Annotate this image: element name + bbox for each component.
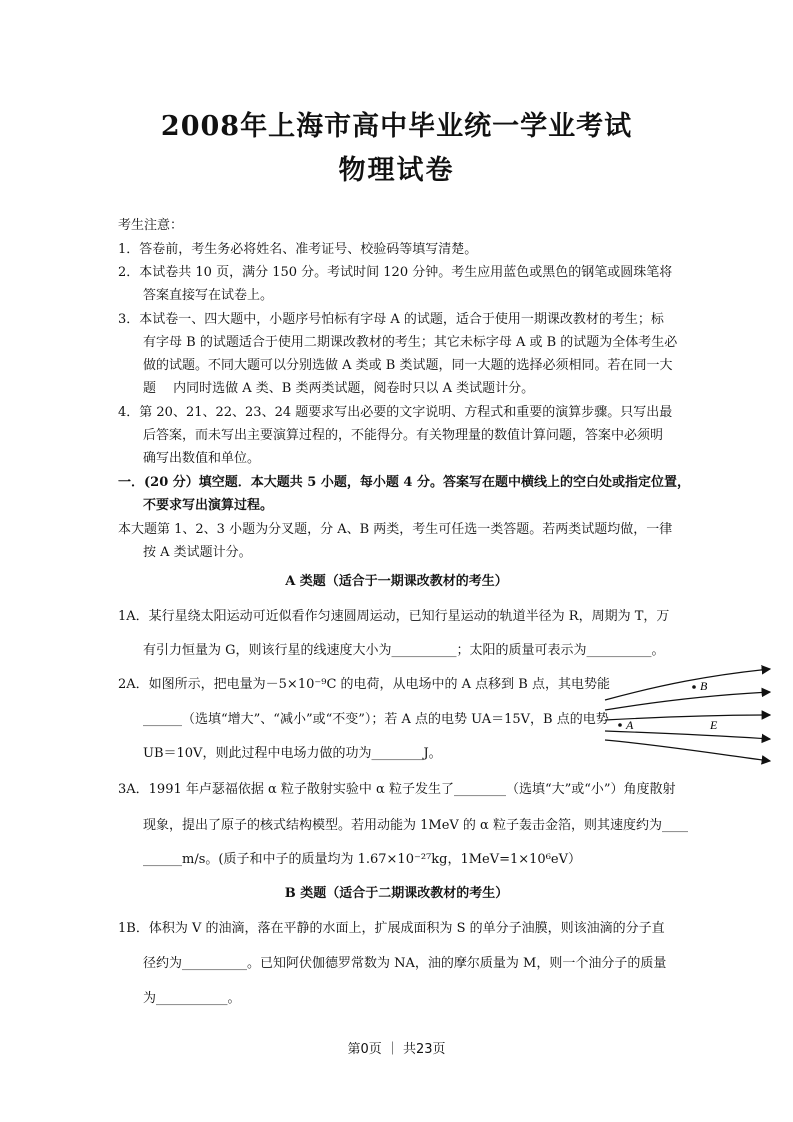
field-line <box>605 731 770 739</box>
field-e-label: E <box>710 718 718 732</box>
notice-item: 1．答卷前，考生务必将姓名、准考证号、校验码等填写清楚。 <box>118 242 478 257</box>
section-note: 本大题第 1、2、3 小题为分叉题，分 A、B 两类，考生可任选一类答题。若两类试题均做，一律 <box>118 522 673 537</box>
field-line <box>605 692 770 710</box>
question-2a-cont: UB＝10V，则此过程中电场力做的功为________J。 <box>143 746 442 761</box>
notice-item-cont: 有字母 B 的试题适合于使用二期课改教材的考生；其它未标字母 A 或 B 的试题为全体考生必 <box>143 335 678 350</box>
notice-item-cont: 答案直接写在试卷上。 <box>143 288 274 303</box>
notice-item: 2．本试卷共 10 页，满分 150 分。考试时间 120 分钟。考生应用蓝色或黑色的钢笔或圆珠笔将 <box>118 265 673 280</box>
notice-item-cont: 确写出数值和单位。 <box>143 451 261 466</box>
question-1a-cont: 有引力恒量为 G，则该行星的线速度大小为__________；太阳的质量可表示为__________。 <box>143 643 665 658</box>
section-heading-cont: 不要求写出演算过程。 <box>143 498 274 513</box>
question-1b-cont: 径约为__________。已知阿伏伽德罗常数为 NA，油的摩尔质量为 M，则一个油分子的质量 <box>143 956 667 971</box>
question-3a-cont: ______m/s。(质子和中子的质量均为 1.67×10⁻²⁷kg，1MeV=1×10⁶eV） <box>143 852 582 867</box>
question-3a-cont: 现象，提出了原子的核式结构模型。若用动能为 1MeV 的 α 粒子轰击金箔，则其速度约为____ <box>143 818 688 833</box>
field-line <box>605 740 770 761</box>
point-b-dot <box>692 685 696 689</box>
notice-heading: 考生注意： <box>118 218 184 233</box>
question-3a: 3A．1991 年卢瑟福依据 α 粒子散射实验中 α 粒子发生了________（选填“大”或“小”）角度散射 <box>118 782 676 797</box>
question-2a: 2A．如图所示，把电量为－5×10⁻⁹C 的电荷，从电场中的 A 点移到 B 点，其电势能 <box>118 677 610 692</box>
point-a-label: A <box>626 718 634 732</box>
question-2a-cont: ______（选填“增大”、“减小”或“不变”）；若 A 点的电势 UA＝15V，B 点的电势 <box>143 712 609 727</box>
page-footer: 第0页 ｜ 共23页 <box>347 1042 446 1057</box>
question-1b-cont: 为___________。 <box>143 991 241 1006</box>
section-note-cont: 按 A 类试题计分。 <box>143 545 252 560</box>
section-heading: 一．(20 分）填空题．本大题共 5 小题，每小题 4 分。答案写在题中横线上的空白处或指定位置， <box>118 475 690 490</box>
exam-title: 2008年上海市高中毕业统一学业考试 <box>160 111 633 142</box>
electric-field-figure <box>600 665 775 765</box>
point-b-label: B <box>700 679 708 693</box>
notice-item-cont: 做的试题。不同大题可以分别选做 A 类或 B 类试题，同一大题的选择必须相同。若在同一大 <box>143 358 673 373</box>
notice-item-cont: 题 内同时选做 A 类、B 类两类试题，阅卷时只以 A 类试题计分。 <box>143 381 535 396</box>
class-a-heading: A 类题（适合于一期课改教材的考生） <box>285 574 508 589</box>
field-line <box>605 669 770 700</box>
exam-subtitle: 物理试卷 <box>338 155 455 186</box>
notice-item-cont: 后答案，而未写出主要演算过程的，不能得分。有关物理量的数值计算问题，答案中必须明 <box>143 428 664 443</box>
class-b-heading: B 类题（适合于二期课改教材的考生） <box>284 886 509 901</box>
question-1a: 1A．某行星绕太阳运动可近似看作匀速圆周运动，已知行星运动的轨道半径为 R，周期为 T，万 <box>118 609 670 624</box>
point-a-dot <box>618 723 622 727</box>
notice-item: 3．本试卷一、四大题中，小题序号怕标有字母 A 的试题，适合于使用一期课改教材的考生；标 <box>118 312 664 327</box>
question-1b: 1B．体积为 V 的油滴，落在平静的水面上，扩展成面积为 S 的单分子油膜，则该油滴的分子直 <box>118 921 665 936</box>
notice-item: 4．第 20、21、22、23、24 题要求写出必要的文字说明、方程式和重要的演算步骤。只写出最 <box>118 405 673 420</box>
